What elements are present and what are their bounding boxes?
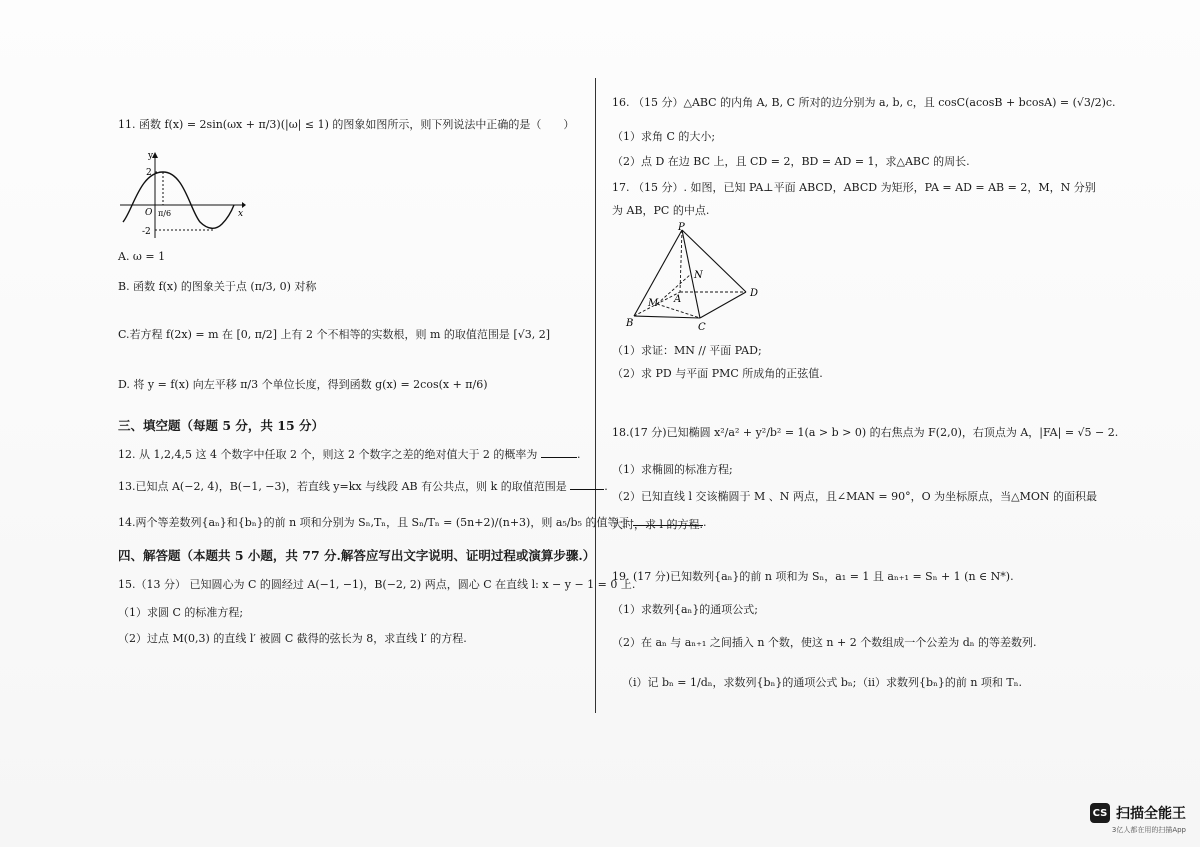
q19-part-2-ii: （ii）求数列{bₙ}的前 n 项和 Tₙ. bbox=[857, 676, 1022, 689]
label-M: M bbox=[648, 298, 659, 309]
edge-PD bbox=[682, 230, 746, 292]
scanner-tagline: 3亿人都在用的扫描App bbox=[1111, 826, 1186, 834]
label-B: B bbox=[626, 318, 634, 329]
q15-part-1: （1）求圆 C 的标准方程; bbox=[118, 606, 244, 619]
x-axis-arrow bbox=[242, 202, 246, 208]
q17-stem-cont: 为 AB，PC 的中点. bbox=[612, 204, 710, 217]
q18-stem: 18.(17 分)已知椭圆 x²/a² + y²/b² = 1(a > b > 0) 的右焦点为 F(2,0)，右顶点为 A，|FA| = √5 − 2. bbox=[612, 426, 1119, 439]
segment-MC bbox=[657, 304, 700, 318]
q19-stem: 19. (17 分)已知数列{aₙ}的前 n 项和为 Sₙ，a₁ = 1 且 aₙ₊₁ = Sₙ + 1 (n ∈ N*). bbox=[612, 570, 1014, 583]
q11-option-c: C.若方程 f(2x) = m 在 [0, π/2] 上有 2 个不相等的实数根，则 m 的取值范围是 [√3, 2] bbox=[118, 328, 551, 341]
q11-stem: 11. 函数 f(x) = 2sin(ωx + π/3)(|ω| ≤ 1) 的图象如图所示，则下列说法中正确的是（ ） bbox=[118, 118, 575, 131]
pyramid-figure bbox=[622, 222, 782, 334]
section-fill-in-heading: 三、填空题（每题 5 分，共 15 分） bbox=[118, 418, 325, 433]
q16-part-1: （1）求角 C 的大小; bbox=[612, 130, 716, 143]
q17-part-2: （2）求 PD 与平面 PMC 所成角的正弦值. bbox=[612, 367, 823, 380]
q11-option-d: D. 将 y = f(x) 向左平移 π/3 个单位长度，得到函数 g(x) = 2cos(x + π/6) bbox=[118, 378, 488, 391]
q12-answer-blank bbox=[541, 447, 577, 458]
q16-stem: 16. （15 分）△ABC 的内角 A, B, C 所对的边分别为 a, b, c，且 cosC(acosB + bcosA) = (√3/2)c. bbox=[612, 96, 1116, 109]
label-D: D bbox=[750, 288, 759, 299]
scanner-app-name: 扫描全能王 bbox=[1116, 806, 1186, 822]
camscanner-logo-icon: CS bbox=[1090, 803, 1110, 823]
edge-CD bbox=[700, 292, 746, 318]
q12: 12. 从 1,2,4,5 这 4 个数字中任取 2 个，则这 2 个数字之差的绝对值大于 2 的概率为 . bbox=[118, 448, 581, 461]
x-tick-label: π/6 bbox=[158, 209, 172, 218]
y-bottom-label: -2 bbox=[142, 227, 151, 237]
q15-stem: 15.（13 分） 已知圆心为 C 的圆经过 A(−1, −1)，B(−2, 2) 两点，圆心 C 在直线 l: x − y − 1 = 0 上. bbox=[118, 578, 636, 591]
q19-part-1: （1）求数列{aₙ}的通项公式; bbox=[612, 603, 759, 616]
q11-option-a: A. ω = 1 bbox=[118, 250, 166, 263]
scanner-watermark bbox=[1090, 803, 1186, 835]
q17-stem: 17. （15 分）. 如图，已知 PA⊥平面 ABCD，ABCD 为矩形，PA = AD = AB = 2，M，N 分别 bbox=[612, 181, 1096, 194]
sine-graph-figure bbox=[118, 150, 248, 240]
q19-part-2-i: （i）记 bₙ = 1/dₙ，求数列{bₙ}的通项公式 bₙ; bbox=[622, 676, 857, 689]
q13-answer-blank bbox=[570, 479, 604, 490]
label-A: A bbox=[674, 294, 682, 305]
q18-part-2: （2）已知直线 l 交该椭圆于 M 、N 两点，且∠MAN = 90°，O 为坐标原点，当△MON 的面积最 bbox=[612, 490, 1098, 503]
sine-curve bbox=[123, 172, 234, 228]
q17-part-1: （1）求证：MN // 平面 PAD; bbox=[612, 344, 762, 357]
label-N: N bbox=[694, 270, 703, 281]
section-solution-heading: 四、解答题（本题共 5 小题，共 77 分.解答应写出文字说明、证明过程或演算步骤.） bbox=[118, 548, 596, 563]
q11-option-b: B. 函数 f(x) 的图象关于点 (π/3, 0) 对称 bbox=[118, 280, 317, 293]
q18-part-1: （1）求椭圆的标准方程; bbox=[612, 463, 733, 476]
q19-part-2: （2）在 aₙ 与 aₙ₊₁ 之间插入 n 个数，使这 n + 2 个数组成一个公差为 dₙ 的等差数列. bbox=[612, 636, 1037, 649]
q15-part-2: （2）过点 M(0,3) 的直线 l′ 被圆 C 截得的弦长为 8，求直线 l′ 的方程. bbox=[118, 632, 467, 645]
q13: 13.已知点 A(−2, 4)，B(−1, −3)，若直线 y=kx 与线段 AB 有公共点，则 k 的取值范围是 . bbox=[118, 480, 608, 493]
x-label: x bbox=[238, 209, 244, 219]
y-top-label: 2 bbox=[146, 168, 152, 178]
q14: 14.两个等差数列{aₙ}和{bₙ}的前 n 项和分别为 Sₙ,Tₙ，且 Sₙ/Tₙ = (5n+2)/(n+3)，则 a₅/b₅ 的值等于 . bbox=[118, 516, 707, 529]
q18-part-2-cont: 大时，求 l 的方程. bbox=[612, 518, 704, 531]
origin-label: O bbox=[145, 208, 153, 218]
label-P: P bbox=[678, 222, 685, 233]
edge-BC bbox=[634, 316, 700, 318]
column-divider bbox=[595, 78, 596, 713]
q16-part-2: （2）点 D 在边 BC 上，且 CD = 2，BD = AD = 1，求△ABC 的周长. bbox=[612, 155, 970, 168]
y-label: y bbox=[148, 151, 154, 161]
label-C: C bbox=[698, 322, 706, 333]
